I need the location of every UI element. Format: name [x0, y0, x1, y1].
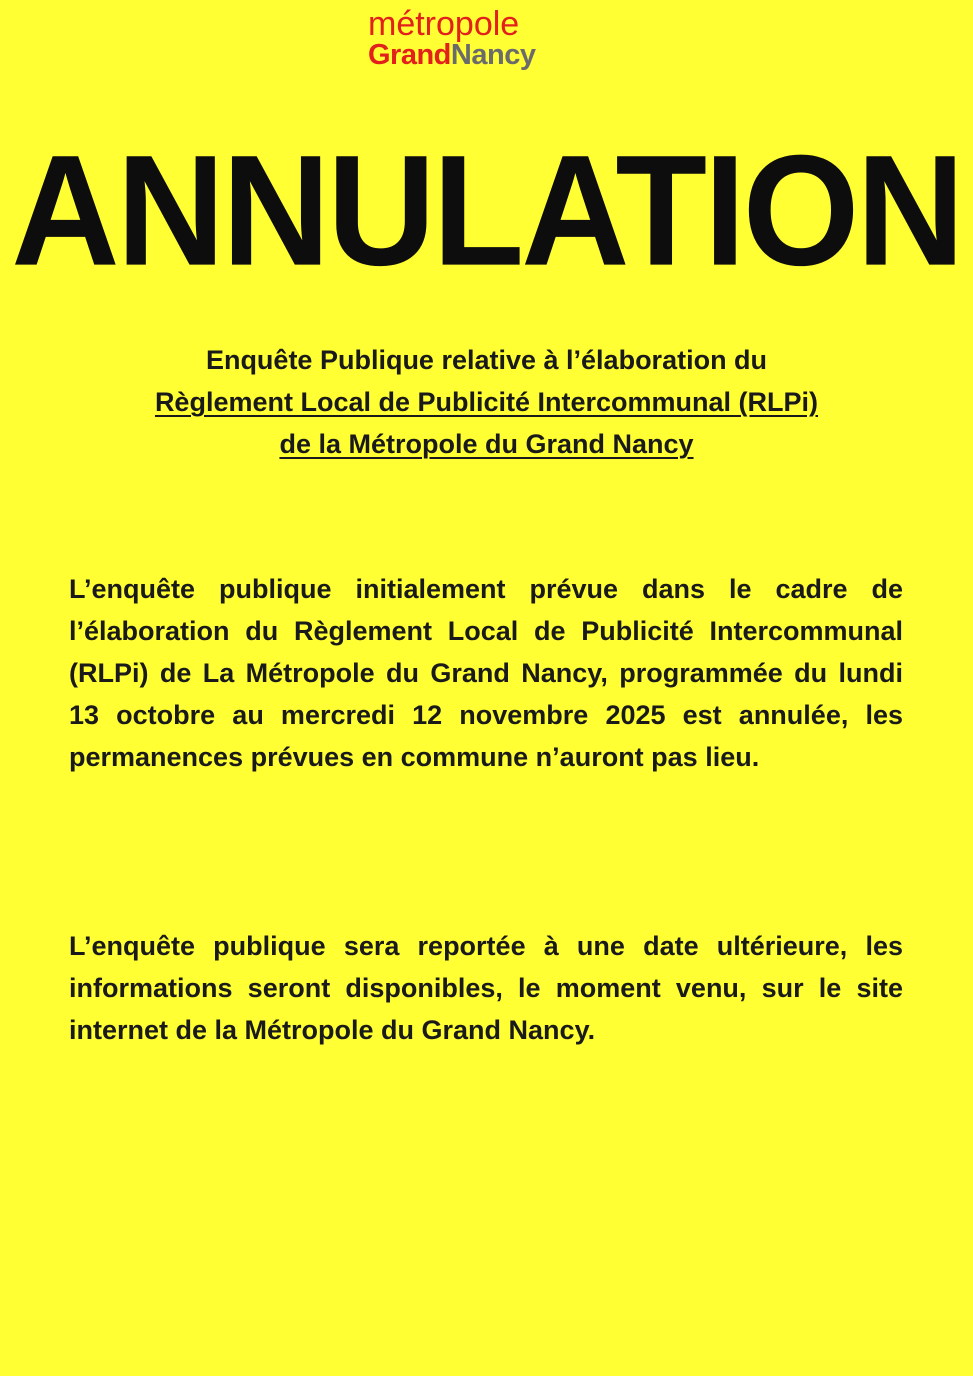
paragraph-cancellation: L’enquête publique initialement prévue dans le cadre de l’élaboration du Règlement Local de Publicité Intercommunal (RLPi) de La Métropole du Grand Nancy, programmée du lundi 13 octobre au mercredi 12 novembre 2025 est annulée, les permanences prévues en commune n’auront pas lieu.: [69, 574, 903, 772]
subtitle-line-3-text: de la Métropole du Grand Nancy: [279, 429, 694, 459]
headline-annulation: ANNULATION: [11, 121, 962, 299]
subtitle-line-2-text: Règlement Local de Publicité Intercommunal (RLPi): [154, 387, 819, 417]
subtitle-line-1: Enquête Publique relative à l’élaboration du: [205, 345, 768, 375]
paragraph-postponement: L’enquête publique sera reportée à une date ultérieure, les informations seront disponibles, le moment venu, sur le site internet de la Métropole du Grand Nancy.: [69, 931, 903, 1045]
subtitle-line-3: [0, 423, 973, 465]
subtitle-line-2: [0, 381, 973, 423]
metropole-grand-nancy-logo: [368, 6, 568, 70]
logo-nancy: Nancy: [450, 39, 536, 71]
logo-grand: Grand: [368, 39, 451, 71]
notice-subtitle: [0, 339, 973, 465]
logo-metropole-text: métropole: [368, 5, 520, 43]
logo-grand-nancy-text: [368, 40, 568, 70]
